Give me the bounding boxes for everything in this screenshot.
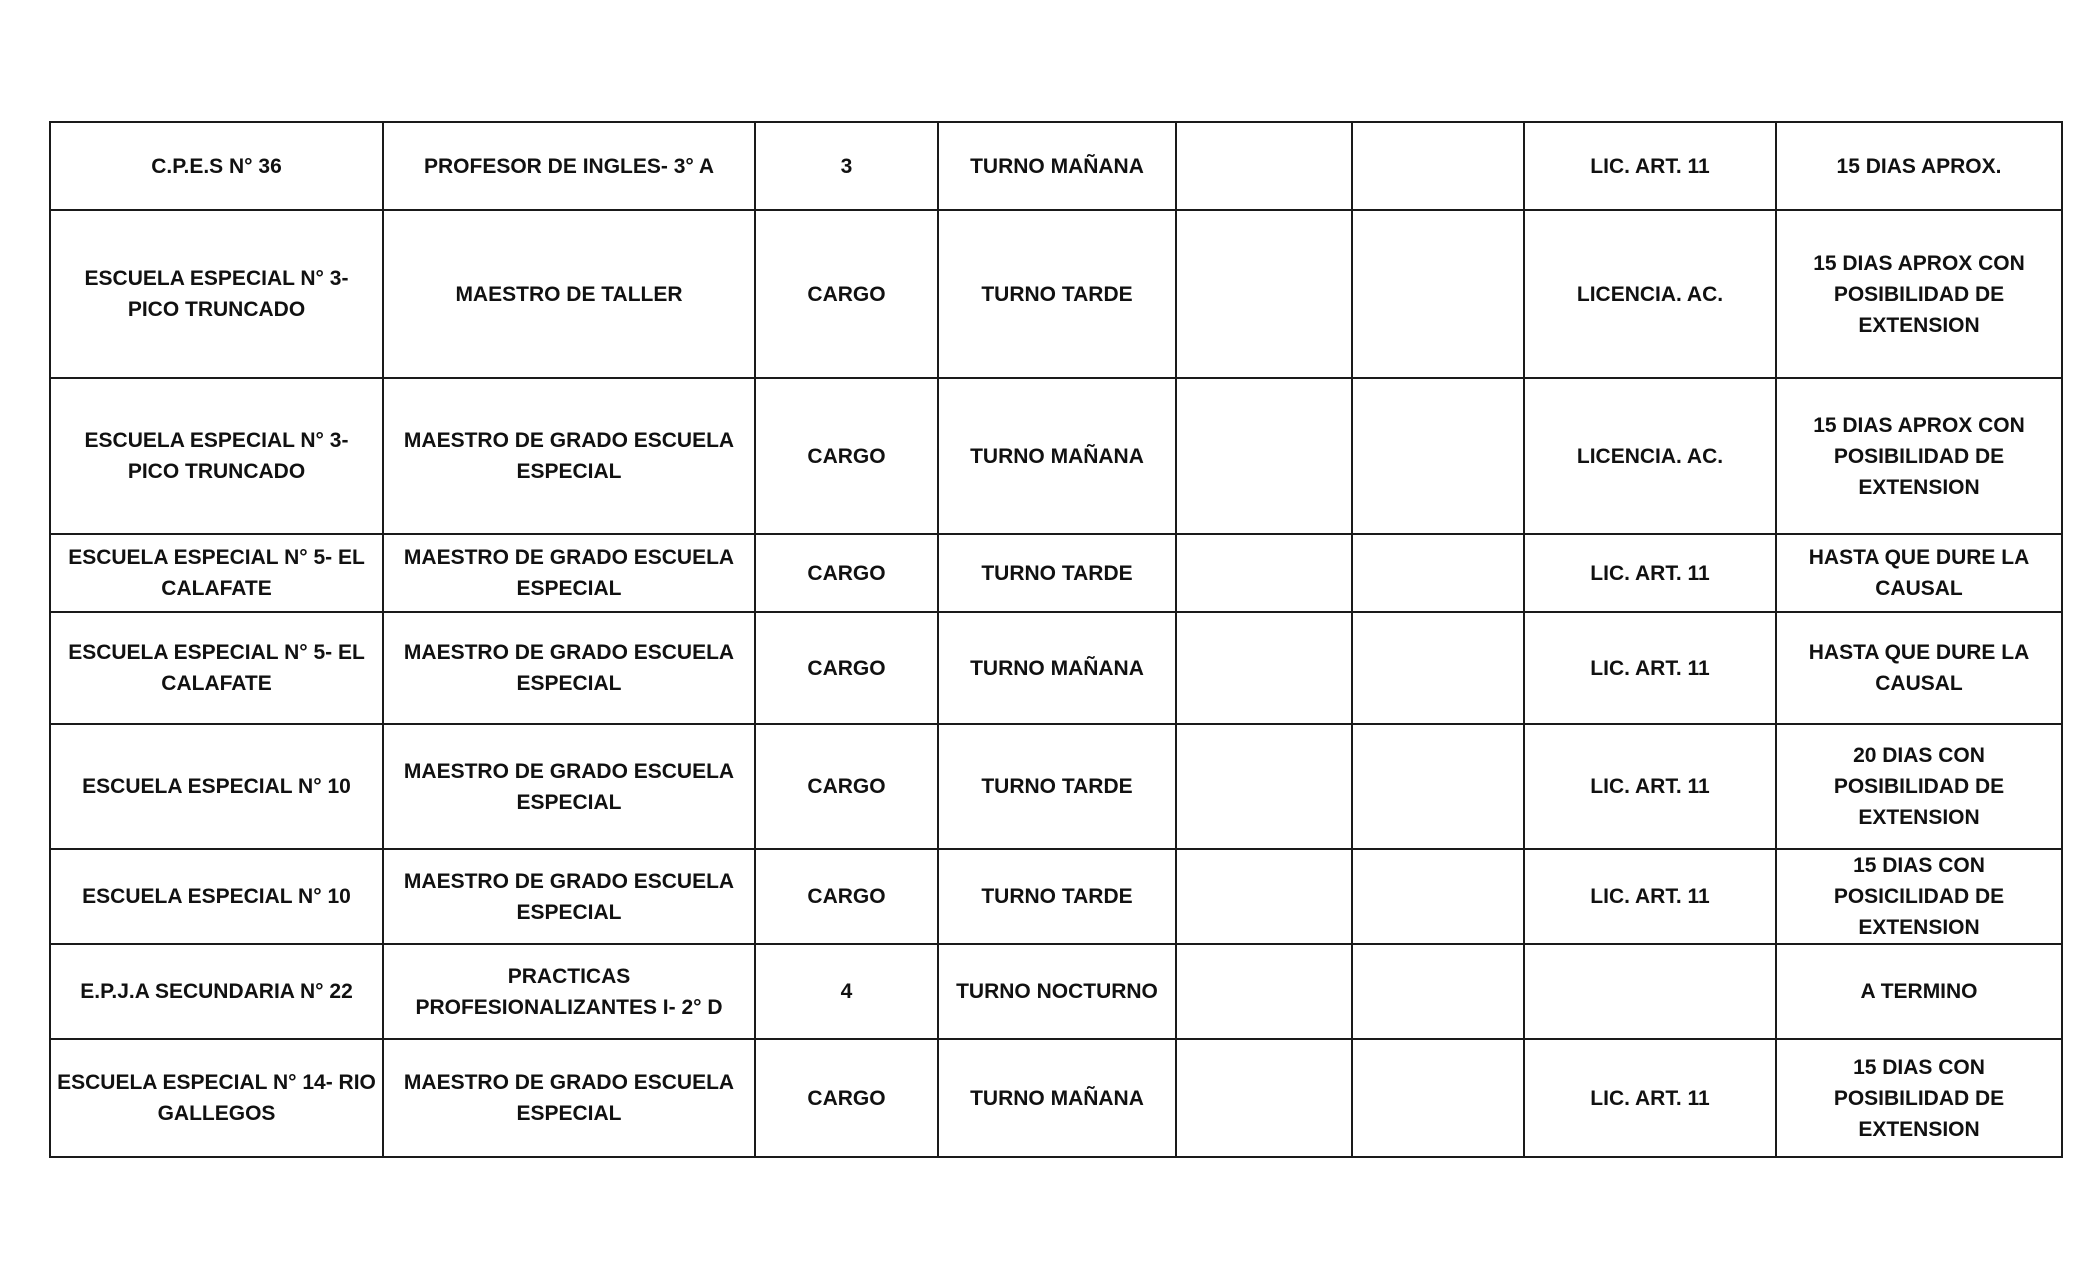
duration-cell: 15 DIAS APROX CON POSIBILIDAD DE EXTENSION bbox=[1776, 210, 2062, 378]
empty-cell bbox=[1176, 944, 1352, 1039]
duration-cell: HASTA QUE DURE LA CAUSAL bbox=[1776, 612, 2062, 724]
license-cell: LIC. ART. 11 bbox=[1524, 724, 1776, 849]
position-cell: MAESTRO DE GRADO ESCUELA ESPECIAL bbox=[383, 849, 755, 944]
hours-cell: CARGO bbox=[755, 849, 938, 944]
duration-cell: 20 DIAS CON POSIBILIDAD DE EXTENSION bbox=[1776, 724, 2062, 849]
empty-cell bbox=[1352, 210, 1524, 378]
hours-cell: CARGO bbox=[755, 612, 938, 724]
position-cell: PROFESOR DE INGLES- 3° A bbox=[383, 122, 755, 210]
empty-cell bbox=[1176, 122, 1352, 210]
shift-cell: TURNO MAÑANA bbox=[938, 122, 1176, 210]
table-row bbox=[50, 724, 2062, 849]
table-row bbox=[50, 1039, 2062, 1157]
school-cell: ESCUELA ESPECIAL N° 5- EL CALAFATE bbox=[50, 612, 383, 724]
hours-cell: CARGO bbox=[755, 724, 938, 849]
empty-cell bbox=[1352, 122, 1524, 210]
school-cell: ESCUELA ESPECIAL N° 10 bbox=[50, 849, 383, 944]
license-cell: LICENCIA. AC. bbox=[1524, 210, 1776, 378]
license-cell: LIC. ART. 11 bbox=[1524, 849, 1776, 944]
empty-cell bbox=[1176, 210, 1352, 378]
shift-cell: TURNO TARDE bbox=[938, 724, 1176, 849]
license-cell: LICENCIA. AC. bbox=[1524, 378, 1776, 534]
position-cell: MAESTRO DE TALLER bbox=[383, 210, 755, 378]
shift-cell: TURNO MAÑANA bbox=[938, 378, 1176, 534]
position-cell: MAESTRO DE GRADO ESCUELA ESPECIAL bbox=[383, 724, 755, 849]
hours-cell: CARGO bbox=[755, 1039, 938, 1157]
school-cell: ESCUELA ESPECIAL N° 14- RIO GALLEGOS bbox=[50, 1039, 383, 1157]
license-cell: LIC. ART. 11 bbox=[1524, 1039, 1776, 1157]
table-row bbox=[50, 849, 2062, 944]
table-row bbox=[50, 612, 2062, 724]
shift-cell: TURNO TARDE bbox=[938, 210, 1176, 378]
hours-cell: CARGO bbox=[755, 534, 938, 612]
shift-cell: TURNO TARDE bbox=[938, 849, 1176, 944]
school-cell: ESCUELA ESPECIAL N° 3- PICO TRUNCADO bbox=[50, 378, 383, 534]
empty-cell bbox=[1176, 1039, 1352, 1157]
school-cell: ESCUELA ESPECIAL N° 10 bbox=[50, 724, 383, 849]
license-cell: LIC. ART. 11 bbox=[1524, 612, 1776, 724]
vacancies-table bbox=[49, 121, 2063, 1158]
position-cell: MAESTRO DE GRADO ESCUELA ESPECIAL bbox=[383, 378, 755, 534]
table-row bbox=[50, 534, 2062, 612]
table-row bbox=[50, 378, 2062, 534]
position-cell: PRACTICAS PROFESIONALIZANTES I- 2° D bbox=[383, 944, 755, 1039]
empty-cell bbox=[1352, 1039, 1524, 1157]
table-body bbox=[50, 122, 2062, 1157]
empty-cell bbox=[1352, 944, 1524, 1039]
license-cell bbox=[1524, 944, 1776, 1039]
duration-cell: HASTA QUE DURE LA CAUSAL bbox=[1776, 534, 2062, 612]
table-row bbox=[50, 122, 2062, 210]
position-cell: MAESTRO DE GRADO ESCUELA ESPECIAL bbox=[383, 1039, 755, 1157]
empty-cell bbox=[1176, 534, 1352, 612]
shift-cell: TURNO MAÑANA bbox=[938, 1039, 1176, 1157]
hours-cell: 4 bbox=[755, 944, 938, 1039]
duration-cell: 15 DIAS CON POSIBILIDAD DE EXTENSION bbox=[1776, 1039, 2062, 1157]
position-cell: MAESTRO DE GRADO ESCUELA ESPECIAL bbox=[383, 534, 755, 612]
shift-cell: TURNO MAÑANA bbox=[938, 612, 1176, 724]
duration-cell: A TERMINO bbox=[1776, 944, 2062, 1039]
license-cell: LIC. ART. 11 bbox=[1524, 534, 1776, 612]
empty-cell bbox=[1176, 724, 1352, 849]
empty-cell bbox=[1352, 378, 1524, 534]
table-row bbox=[50, 210, 2062, 378]
table-row bbox=[50, 944, 2062, 1039]
empty-cell bbox=[1176, 378, 1352, 534]
empty-cell bbox=[1176, 612, 1352, 724]
empty-cell bbox=[1176, 849, 1352, 944]
empty-cell bbox=[1352, 849, 1524, 944]
license-cell: LIC. ART. 11 bbox=[1524, 122, 1776, 210]
hours-cell: CARGO bbox=[755, 378, 938, 534]
school-cell: E.P.J.A SECUNDARIA N° 22 bbox=[50, 944, 383, 1039]
duration-cell: 15 DIAS APROX. bbox=[1776, 122, 2062, 210]
duration-cell: 15 DIAS APROX CON POSIBILIDAD DE EXTENSION bbox=[1776, 378, 2062, 534]
school-cell: C.P.E.S N° 36 bbox=[50, 122, 383, 210]
hours-cell: 3 bbox=[755, 122, 938, 210]
hours-cell: CARGO bbox=[755, 210, 938, 378]
shift-cell: TURNO NOCTURNO bbox=[938, 944, 1176, 1039]
empty-cell bbox=[1352, 724, 1524, 849]
duration-cell: 15 DIAS CON POSICILIDAD DE EXTENSION bbox=[1776, 849, 2062, 944]
position-cell: MAESTRO DE GRADO ESCUELA ESPECIAL bbox=[383, 612, 755, 724]
empty-cell bbox=[1352, 534, 1524, 612]
empty-cell bbox=[1352, 612, 1524, 724]
shift-cell: TURNO TARDE bbox=[938, 534, 1176, 612]
school-cell: ESCUELA ESPECIAL N° 3- PICO TRUNCADO bbox=[50, 210, 383, 378]
school-cell: ESCUELA ESPECIAL N° 5- EL CALAFATE bbox=[50, 534, 383, 612]
